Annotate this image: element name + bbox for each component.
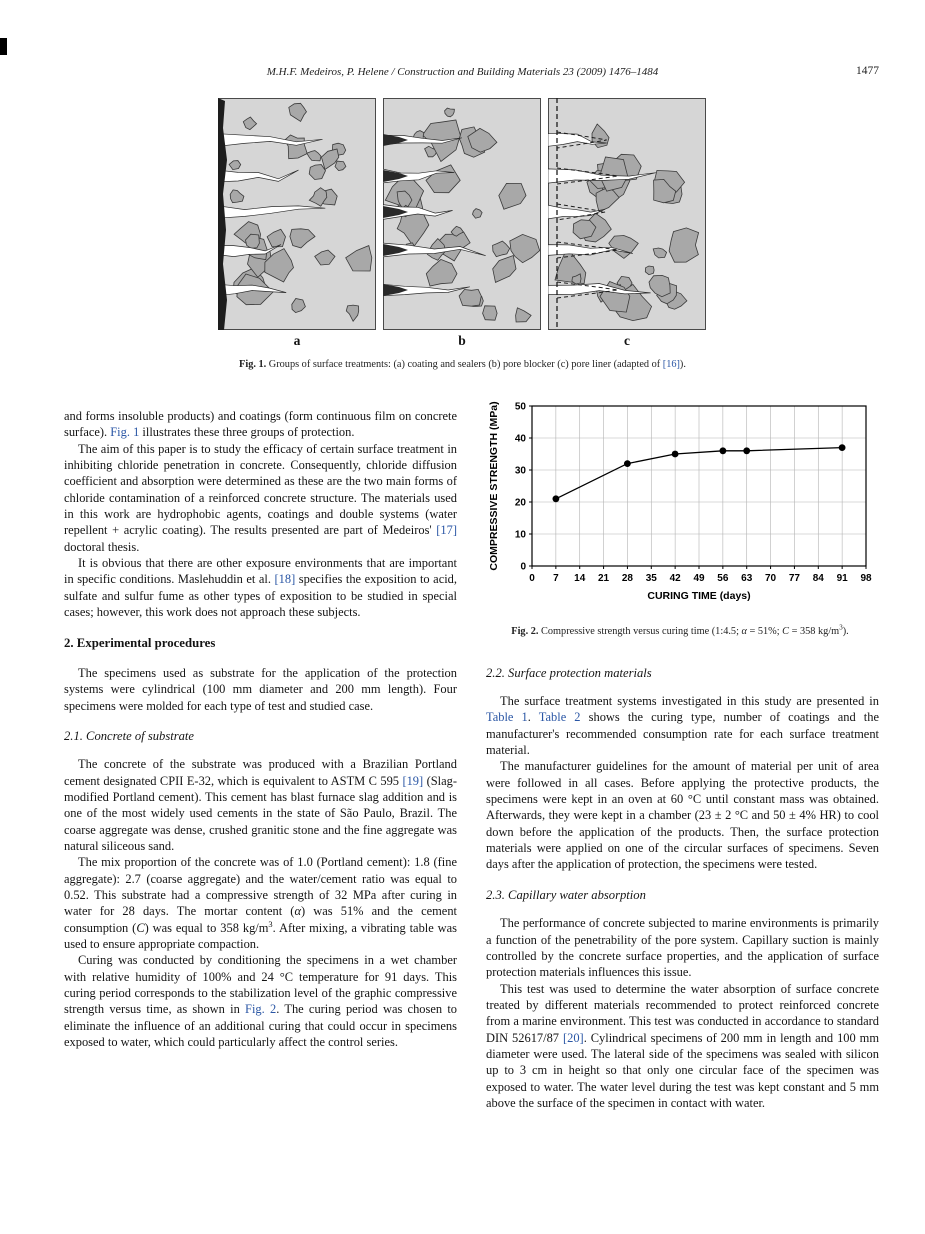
- reference-link[interactable]: Table 2: [538, 710, 581, 725]
- svg-text:30: 30: [514, 465, 526, 477]
- paragraph: [486, 758, 879, 872]
- text-segment: The aim of this paper is to study the efficacy of certain surface treatment in inhibiting chloride penetration in concrete. Consequently, chloride diffusion coefficient and absorption were determined as these are the two main forms of chloride contamination of a reinforced concrete structure. The materials used in this work are hydrophobic agents, coatings and double systems (water repellent + acrylic coating). The results presented are part of Medeiros': [64, 441, 457, 538]
- svg-text:70: 70: [765, 573, 777, 584]
- svg-text:63: 63: [741, 573, 753, 584]
- text-segment: = 51%;: [746, 626, 783, 638]
- fig1-panel-b-pore-blocker-illustration: [383, 98, 541, 330]
- reference-link[interactable]: [16]: [662, 359, 680, 370]
- text-segment: The manufacturer guidelines for the amount of material per unit of area were followed in all cases. Before applying the protective products, the specimens were kept in an oven at 60 °C until constant mass was obtained. Afterwards, they were kept in a chamber (23 ± 2 °C and 50 ± 4% HR) to cool down before the application of the products. Then, the surface protection materials were applied on one of the circular surfaces of specimens. Seven days after the application of protection, the specimens were tested.: [486, 759, 879, 872]
- text-segment: Fig. 1.: [239, 359, 267, 370]
- svg-text:0: 0: [529, 573, 535, 584]
- text-segment: C: [782, 626, 790, 638]
- text-segment: Groups of surface treatments: (a) coating and sealers (b) pore blocker (c) pore liner (adapted of: [266, 359, 663, 370]
- subsection-heading: 2.3. Capillary water absorption: [486, 887, 646, 902]
- fig1-panel-a-coating-illustration: [218, 98, 376, 330]
- text-segment: C: [136, 920, 145, 935]
- reference-link[interactable]: Table 1: [486, 710, 528, 725]
- svg-text:20: 20: [514, 497, 526, 509]
- fig1-label-b: b: [458, 333, 466, 348]
- figure-1-panels: [218, 98, 707, 330]
- fig1-label-a: a: [293, 333, 301, 348]
- subsection-heading: 2.1. Concrete of substrate: [64, 728, 195, 743]
- text-segment: specifies the exposition to acid, sulfate and sulfur fume as other types of exposition to be studied in special cases; however, this work does not approach these subjects.: [64, 572, 457, 620]
- svg-text:COMPRESSIVE STRENGTH (MPa): COMPRESSIVE STRENGTH (MPa): [488, 401, 500, 571]
- svg-text:7: 7: [553, 573, 559, 584]
- svg-text:42: 42: [669, 573, 681, 584]
- svg-text:10: 10: [514, 529, 526, 541]
- text-segment: (Slag-modified Portland cement). This cement has blast furnace slag addition and is one of the most widely used cements in the state of São Paulo, Brazil. The coarse aggregate was dense, crushed granitic stone and the fine aggregate was natural siliceous sand.: [64, 773, 457, 853]
- svg-text:0: 0: [520, 561, 526, 573]
- fig1-panel-c-pore-liner-illustration: [548, 98, 706, 330]
- section-heading: 2. Experimental procedures: [64, 636, 216, 651]
- svg-text:21: 21: [598, 573, 610, 584]
- text-segment: It is obvious that there are other exposure environments that are important in specific conditions. Maslehuddin et al.: [64, 556, 457, 587]
- text-segment: The surface treatment systems investigated in this study are presented in: [500, 694, 879, 709]
- fig1-label-c: c: [624, 333, 630, 348]
- text-segment: Curing was conducted by conditioning the specimens in a wet chamber with relative humidity of 100% and 24 °C temperature for 91 days. This curing period corresponds to the stabilization level of the graphic compressive strength versus time, as shown in: [64, 953, 457, 1017]
- figure-2-caption: [486, 624, 874, 640]
- paragraph: [64, 854, 457, 952]
- svg-text:CURING TIME (days): CURING TIME (days): [647, 590, 751, 602]
- paragraph: [64, 756, 457, 854]
- fig2-compressive-strength-chart: [486, 400, 874, 612]
- svg-text:84: 84: [812, 573, 824, 584]
- svg-text:77: 77: [788, 573, 800, 584]
- reference-link[interactable]: [18]: [274, 572, 296, 587]
- text-segment: ).: [679, 359, 686, 370]
- reference-link[interactable]: Fig. 2: [245, 1002, 277, 1017]
- reference-link[interactable]: [20]: [562, 1030, 584, 1045]
- page-number: 1477: [856, 65, 879, 77]
- paragraph: [486, 915, 879, 980]
- text-segment: Compressive strength versus curing time (1:4.5;: [538, 626, 742, 638]
- svg-text:56: 56: [717, 573, 729, 584]
- svg-text:49: 49: [693, 573, 705, 584]
- svg-text:91: 91: [836, 573, 848, 584]
- text-segment: doctoral thesis.: [64, 539, 140, 554]
- svg-text:28: 28: [621, 573, 633, 584]
- text-segment: The performance of concrete subjected to marine environments is primarily a function of the penetrability of the pore system. Capillary suction is mainly controlled by the concrete surface properties, and the application of surface protection materials influences this issue.: [486, 916, 879, 980]
- paragraph: [486, 981, 879, 1112]
- reference-link[interactable]: [17]: [436, 523, 457, 538]
- paragraph: [64, 665, 457, 714]
- text-segment: ) was 51% and the cement consumption (: [64, 904, 457, 935]
- text-segment: The specimens used as substrate for the application of the protection systems were cylindrical (100 mm diameter and 200 mm length). Four specimens were molded for each type of test and studied case.: [64, 665, 457, 713]
- text-segment: . After mixing, a vibrating table was used to ensure appropriate compaction.: [64, 920, 457, 951]
- paragraph: [64, 408, 457, 441]
- paragraph: [64, 555, 457, 620]
- text-segment: .: [527, 710, 539, 725]
- left-column: [64, 408, 457, 1050]
- text-segment: 3: [839, 623, 843, 632]
- text-segment: α: [741, 626, 747, 638]
- paragraph: [486, 693, 879, 758]
- svg-text:14: 14: [574, 573, 586, 584]
- text-segment: ) was equal to 358 kg/m: [144, 920, 269, 935]
- text-segment: 3: [268, 918, 273, 929]
- figure-1: [218, 98, 707, 349]
- text-segment: α: [294, 904, 301, 919]
- text-segment: . The curing period was chosen to eliminate the influence of an additional curing that could occur in specimens exposed to water, which could particularly affect the control series.: [64, 1002, 458, 1050]
- paragraph: [64, 952, 457, 1050]
- right-column-text: [486, 665, 879, 1112]
- text-segment: . Cylindrical specimens of 200 mm in length and 100 mm diameter were used. The lateral side of the specimens was sealed with silicon up to 3 cm in height so that only one circular face of the specimen was exposed to water. The water level during the test was kept constant and 5 mm above the surface of the specimen in contact with water.: [486, 1030, 880, 1110]
- text-segment: shows the curing type, number of coatings and the manufacturer's recommended consumption rate for each surface treatment material.: [486, 710, 879, 758]
- right-column: [486, 400, 879, 1111]
- reference-link[interactable]: Fig. 1: [110, 425, 140, 440]
- text-segment: Fig. 2.: [511, 626, 539, 638]
- scan-artifact-mark: [0, 38, 7, 55]
- figure-1-caption: [0, 359, 925, 370]
- figure-1-panel-labels: [218, 333, 707, 349]
- subsection-heading: 2.2. Surface protection materials: [486, 665, 652, 680]
- svg-text:98: 98: [860, 573, 872, 584]
- svg-text:35: 35: [645, 573, 657, 584]
- figure-2: [486, 400, 874, 641]
- text-segment: and forms insoluble products) and coatings (form continuous film on concrete surface).: [64, 409, 457, 440]
- text-segment: The concrete of the substrate was produced with a Brazilian Portland cement designated CPII E-32, which is equivalent to ASTM C 595: [64, 757, 457, 788]
- running-head-citation: M.H.F. Medeiros, P. Helene / Construction and Building Materials 23 (2009) 1476–1484: [266, 66, 659, 78]
- text-segment: The mix proportion of the concrete was of 1.0 (Portland cement): 1.8 (fine aggregate): 2.7 (coarse aggregate) and the water/cement ratio was equal to 0.52. This substrate had a compressive strength of 32 MPa after curing in water for 28 days. The mortar content (: [64, 855, 457, 919]
- text-segment: This test was used to determine the water absorption of surface concrete treated by different materials recommended to protect reinforced concrete from a marine environment. This test was conducted in accordance to standard DIN 52617/87: [486, 981, 879, 1045]
- text-segment: ).: [842, 626, 849, 638]
- svg-text:40: 40: [514, 433, 526, 445]
- text-segment: illustrates these three groups of protection.: [139, 425, 355, 440]
- paragraph: [64, 441, 457, 555]
- reference-link[interactable]: [19]: [402, 773, 424, 788]
- svg-text:50: 50: [514, 401, 526, 413]
- text-segment: = 358 kg/m: [789, 626, 840, 638]
